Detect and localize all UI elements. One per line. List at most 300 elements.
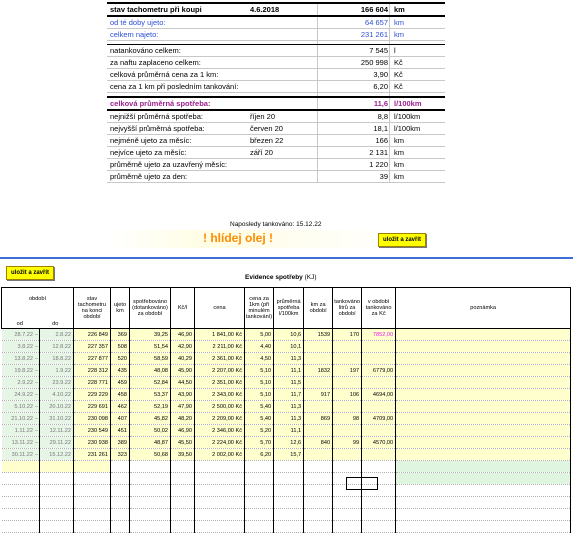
avg-consumption-cell[interactable]: 11,7	[274, 389, 304, 401]
period-dash: –	[34, 367, 38, 374]
empty-cell[interactable]	[274, 521, 304, 533]
fuel-cost-row	[107, 57, 445, 69]
empty-cell[interactable]	[130, 509, 171, 521]
cost-cell[interactable]: 1 841,00 Kč	[195, 329, 245, 341]
cost-cell[interactable]: 2 351,00 Kč	[195, 377, 245, 389]
note-cell[interactable]	[396, 353, 571, 365]
period-from-cell[interactable]	[2, 365, 40, 377]
header-note: poznámka	[396, 288, 571, 329]
period-to-cell[interactable]: 20.10.22	[40, 401, 74, 413]
driven-cell[interactable]: 323	[111, 449, 130, 461]
odometer-cell[interactable]: 229 691	[74, 401, 111, 413]
empty-cell[interactable]	[362, 497, 396, 509]
empty-cell[interactable]	[171, 473, 195, 485]
empty-cell[interactable]	[40, 473, 74, 485]
odometer-cell[interactable]: 230 938	[74, 437, 111, 449]
consumption-stat-row-unit: km	[394, 160, 404, 169]
consumption-stat-row-value: 1 220	[369, 160, 388, 169]
empty-row	[2, 509, 571, 521]
mileage-row	[107, 29, 445, 41]
price-per-liter-cell[interactable]: 45,90	[171, 365, 195, 377]
empty-cell[interactable]	[396, 485, 571, 497]
note-cell[interactable]	[396, 425, 571, 437]
empty-cell[interactable]	[362, 521, 396, 533]
empty-cell[interactable]	[130, 461, 171, 473]
empty-cell[interactable]	[111, 521, 130, 533]
empty-cell[interactable]	[195, 509, 245, 521]
price-per-liter-cell[interactable]: 40,29	[171, 353, 195, 365]
log-header-row	[2, 288, 571, 329]
cost-per-km-cell[interactable]: 5,10	[245, 365, 274, 377]
fuel-period-cell[interactable]	[333, 341, 362, 353]
header-period	[2, 288, 74, 329]
mileage-row-unit: km	[394, 18, 404, 27]
fuel-cell[interactable]: 39,25	[130, 329, 171, 341]
km-period-cell[interactable]: 917	[304, 389, 333, 401]
empty-cell[interactable]	[40, 461, 74, 473]
cost-per-km-cell[interactable]: 4,50	[245, 353, 274, 365]
avg-consumption-cell[interactable]: 11,5	[274, 377, 304, 389]
empty-cell[interactable]	[2, 497, 40, 509]
price-per-liter-cell[interactable]: 45,50	[171, 437, 195, 449]
fuel-cost-row-unit: Kč	[394, 82, 403, 91]
empty-cell[interactable]	[195, 485, 245, 497]
period-from-cell[interactable]	[2, 329, 40, 341]
period-to-cell[interactable]: 31.10.22	[40, 413, 74, 425]
period-to-cell[interactable]: 1.9.22	[40, 365, 74, 377]
period-from-value: 30.11.22	[11, 451, 33, 458]
cost-period-cell[interactable]	[362, 401, 396, 413]
fuel-cell[interactable]: 48,87	[130, 437, 171, 449]
empty-cell[interactable]	[396, 497, 571, 509]
consumption-stat-row-label: nejnižší průměrná spotřeba:	[110, 112, 203, 121]
price-per-liter-cell[interactable]: 47,90	[171, 401, 195, 413]
empty-cell[interactable]	[111, 485, 130, 497]
fuel-cell[interactable]: 53,37	[130, 389, 171, 401]
cost-cell[interactable]: 2 207,00 Kč	[195, 365, 245, 377]
header-cost-period: v období tankováno za Kč	[362, 288, 396, 329]
empty-cell[interactable]	[245, 461, 274, 473]
driven-cell[interactable]: 462	[111, 401, 130, 413]
empty-cell[interactable]	[74, 497, 111, 509]
fuel-period-cell[interactable]	[333, 425, 362, 437]
avg-consumption-cell[interactable]: 10,6	[274, 329, 304, 341]
table-row	[2, 341, 571, 353]
fuel-cell[interactable]: 45,82	[130, 413, 171, 425]
cost-cell[interactable]: 2 343,00 Kč	[195, 389, 245, 401]
km-period-cell[interactable]	[304, 353, 333, 365]
table-row	[2, 425, 571, 437]
empty-cell[interactable]	[333, 461, 362, 473]
note-cell[interactable]	[396, 341, 571, 353]
fuel-period-cell[interactable]	[333, 401, 362, 413]
empty-cell[interactable]	[171, 509, 195, 521]
last-refuel-date: Naposledy tankováno: 15.12.22	[230, 221, 322, 228]
fuel-cost-row-value: 3,90	[373, 70, 388, 79]
empty-cell[interactable]	[195, 461, 245, 473]
odometer-cell[interactable]: 230 098	[74, 413, 111, 425]
fuel-cost-row	[107, 44, 445, 57]
section-divider	[0, 257, 573, 259]
empty-cell[interactable]	[171, 497, 195, 509]
consumption-stat-row-label: průměrně ujeto za uzavřený měsíc:	[110, 160, 228, 169]
empty-cell[interactable]	[74, 521, 111, 533]
fuel-cell[interactable]: 48,08	[130, 365, 171, 377]
note-cell[interactable]	[396, 389, 571, 401]
empty-cell[interactable]	[304, 473, 333, 485]
cost-period-cell[interactable]: 7852,00	[362, 329, 396, 341]
fuel-cost-row-label: za naftu zaplaceno celkem:	[110, 58, 201, 67]
period-from-cell[interactable]	[2, 341, 40, 353]
table-row	[2, 353, 571, 365]
fuel-cell[interactable]: 58,59	[130, 353, 171, 365]
odometer-cell[interactable]: 229 229	[74, 389, 111, 401]
fuel-cell[interactable]: 52,84	[130, 377, 171, 389]
fuel-summary-panel	[107, 2, 445, 183]
table-row	[2, 413, 571, 425]
empty-cell[interactable]	[274, 485, 304, 497]
table-row	[2, 437, 571, 449]
empty-cell[interactable]	[74, 473, 111, 485]
price-per-liter-cell[interactable]: 44,50	[171, 377, 195, 389]
fuel-period-cell[interactable]	[333, 353, 362, 365]
consumption-stat-row	[107, 171, 445, 183]
table-row	[2, 377, 571, 389]
empty-cell[interactable]	[40, 485, 74, 497]
empty-cell[interactable]	[333, 509, 362, 521]
empty-cell[interactable]	[40, 521, 74, 533]
period-dash: –	[34, 415, 38, 422]
period-from-cell[interactable]	[2, 353, 40, 365]
period-to-cell[interactable]: 4.10.22	[40, 389, 74, 401]
note-cell[interactable]	[396, 329, 571, 341]
odometer-cell[interactable]: 230 549	[74, 425, 111, 437]
driven-cell[interactable]: 407	[111, 413, 130, 425]
consumption-stat-row	[107, 111, 445, 123]
empty-cell[interactable]	[195, 497, 245, 509]
cost-per-km-cell[interactable]: 5,10	[245, 377, 274, 389]
consumption-stat-row-unit: km	[394, 136, 404, 145]
header-driven: ujeto km	[111, 288, 130, 329]
fuel-cost-row-label: cena za 1 km při posledním tankování:	[110, 82, 239, 91]
empty-cell[interactable]	[111, 461, 130, 473]
driven-cell[interactable]: 458	[111, 389, 130, 401]
period-from-value: 5.10.22	[14, 403, 33, 410]
fuel-cell[interactable]: 50,68	[130, 449, 171, 461]
empty-row	[2, 521, 571, 533]
note-cell[interactable]	[396, 413, 571, 425]
empty-cell[interactable]	[396, 473, 571, 485]
driven-cell[interactable]: 369	[111, 329, 130, 341]
cost-per-km-cell[interactable]: 6,20	[245, 449, 274, 461]
empty-cell[interactable]	[130, 485, 171, 497]
avg-consumption-cell[interactable]: 11,1	[274, 365, 304, 377]
fuel-period-cell[interactable]	[333, 449, 362, 461]
cost-cell[interactable]: 2 002,00 Kč	[195, 449, 245, 461]
fuel-period-cell[interactable]: 170	[333, 329, 362, 341]
fuel-log-table	[1, 287, 571, 533]
fuel-cell[interactable]: 52,19	[130, 401, 171, 413]
fuel-cost-row	[107, 81, 445, 93]
note-cell[interactable]	[396, 365, 571, 377]
empty-cell[interactable]	[130, 497, 171, 509]
odometer-cell[interactable]: 228 312	[74, 365, 111, 377]
period-to-cell[interactable]: 12.8.22	[40, 341, 74, 353]
fuel-cost-row-value: 7 545	[369, 46, 388, 55]
avg-consumption-value: 11,6	[373, 99, 388, 108]
empty-cell[interactable]	[40, 497, 74, 509]
period-dash: –	[34, 403, 38, 410]
empty-cell[interactable]	[333, 521, 362, 533]
km-period-cell[interactable]: 1539	[304, 329, 333, 341]
cost-period-cell[interactable]: 4709,00	[362, 413, 396, 425]
cost-per-km-cell[interactable]: 4,40	[245, 341, 274, 353]
km-period-cell[interactable]: 1832	[304, 365, 333, 377]
consumption-stat-row-label: nejvyšší průměrná spotřeba:	[110, 124, 205, 133]
empty-cell[interactable]	[195, 521, 245, 533]
avg-consumption-cell[interactable]: 11,1	[274, 425, 304, 437]
driven-cell[interactable]: 520	[111, 353, 130, 365]
empty-cell[interactable]	[130, 521, 171, 533]
cost-period-cell[interactable]	[362, 449, 396, 461]
price-per-liter-cell[interactable]: 46,90	[171, 329, 195, 341]
note-cell[interactable]	[396, 449, 571, 461]
mileage-row-label: celkem najeto:	[110, 30, 159, 39]
period-from-cell[interactable]	[2, 425, 40, 437]
fuel-cost-row-unit: Kč	[394, 70, 403, 79]
period-dash: –	[34, 343, 38, 350]
km-period-cell[interactable]	[304, 341, 333, 353]
note-cell[interactable]	[396, 401, 571, 413]
empty-cell[interactable]	[304, 497, 333, 509]
empty-cell[interactable]	[304, 461, 333, 473]
header-to: do	[52, 321, 59, 327]
fuel-cell[interactable]: 50,02	[130, 425, 171, 437]
empty-cell[interactable]	[274, 497, 304, 509]
header-odometer: stav tachometru na konci období	[74, 288, 111, 329]
cost-per-km-cell[interactable]: 5,00	[245, 329, 274, 341]
cost-cell[interactable]: 2 361,00 Kč	[195, 353, 245, 365]
empty-cell[interactable]	[304, 521, 333, 533]
avg-consumption-row	[107, 96, 445, 111]
cost-period-cell[interactable]: 4694,00	[362, 389, 396, 401]
consumption-stat-row-value: 39	[379, 172, 388, 181]
period-from-value: 24.9.22	[14, 391, 33, 398]
mileage-row-value: 231 261	[360, 30, 388, 39]
empty-cell[interactable]	[74, 509, 111, 521]
driven-cell[interactable]: 389	[111, 437, 130, 449]
km-period-cell[interactable]	[304, 449, 333, 461]
empty-cell[interactable]	[245, 521, 274, 533]
avg-consumption-cell[interactable]: 11,3	[274, 401, 304, 413]
odometer-cell[interactable]: 227 357	[74, 341, 111, 353]
empty-cell[interactable]	[171, 521, 195, 533]
avg-consumption-cell[interactable]: 11,3	[274, 353, 304, 365]
period-dash: –	[34, 355, 38, 362]
period-from-cell[interactable]	[2, 413, 40, 425]
period-to-cell[interactable]: 2.8.22	[40, 329, 74, 341]
consumption-stat-row-value: 8,8	[377, 112, 388, 121]
period-to-cell[interactable]: 18.8.22	[40, 353, 74, 365]
price-per-liter-cell[interactable]: 48,20	[171, 413, 195, 425]
fuel-period-cell[interactable]: 99	[333, 437, 362, 449]
empty-cell[interactable]	[274, 461, 304, 473]
period-from-cell[interactable]	[2, 401, 40, 413]
price-per-liter-cell[interactable]: 46,90	[171, 425, 195, 437]
empty-cell[interactable]	[362, 509, 396, 521]
empty-cell[interactable]	[74, 461, 111, 473]
period-from-cell[interactable]	[2, 449, 40, 461]
odometer-cell[interactable]: 231 261	[74, 449, 111, 461]
fuel-cell[interactable]: 51,54	[130, 341, 171, 353]
note-cell[interactable]	[396, 437, 571, 449]
fuel-period-cell[interactable]: 197	[333, 365, 362, 377]
cost-cell[interactable]: 2 211,00 Kč	[195, 341, 245, 353]
avg-consumption-cell[interactable]: 10,1	[274, 341, 304, 353]
header-price-per-liter: Kč/l	[171, 288, 195, 329]
empty-cell[interactable]	[2, 521, 40, 533]
cost-period-cell[interactable]	[362, 425, 396, 437]
km-period-cell[interactable]	[304, 425, 333, 437]
empty-cell[interactable]	[245, 485, 274, 497]
period-from-value: 19.8.22	[14, 367, 33, 374]
consumption-stat-row-period: září 20	[250, 148, 273, 157]
cost-cell[interactable]: 2 346,00 Kč	[195, 425, 245, 437]
save-and-close-button[interactable]: uložit a zavřít	[6, 266, 54, 280]
consumption-stat-row-period: březen 22	[250, 136, 284, 145]
period-dash: –	[34, 451, 38, 458]
avg-consumption-label: celková průměrná spotřeba:	[110, 99, 211, 108]
empty-cell[interactable]	[274, 473, 304, 485]
driven-cell[interactable]: 435	[111, 365, 130, 377]
period-to-cell[interactable]: 23.9.22	[40, 377, 74, 389]
fuel-cost-row-unit: l	[394, 46, 396, 55]
empty-cell[interactable]	[245, 473, 274, 485]
save-and-close-button[interactable]: uložit a zavřít	[378, 233, 426, 247]
empty-cell[interactable]	[274, 509, 304, 521]
consumption-stat-row-value: 18,1	[373, 124, 388, 133]
empty-cell[interactable]	[111, 497, 130, 509]
cost-per-km-cell[interactable]: 5,40	[245, 401, 274, 413]
table-row	[2, 329, 571, 341]
avg-consumption-cell[interactable]: 15,7	[274, 449, 304, 461]
period-to-cell[interactable]: 15.12.22	[40, 449, 74, 461]
km-period-cell[interactable]	[304, 377, 333, 389]
empty-cell[interactable]	[2, 473, 40, 485]
empty-cell[interactable]	[396, 461, 571, 473]
empty-cell[interactable]	[111, 509, 130, 521]
empty-cell[interactable]	[396, 521, 571, 533]
header-from: od	[16, 321, 23, 327]
mileage-row-unit: km	[394, 30, 404, 39]
cost-per-km-cell[interactable]: 5,10	[245, 389, 274, 401]
empty-cell[interactable]	[304, 509, 333, 521]
period-from-cell[interactable]	[2, 377, 40, 389]
header-period-label: období	[28, 296, 47, 302]
driven-cell[interactable]: 451	[111, 425, 130, 437]
consumption-stat-row	[107, 123, 445, 135]
empty-cell[interactable]	[74, 485, 111, 497]
avg-consumption-cell[interactable]: 11,3	[274, 413, 304, 425]
empty-cell[interactable]	[396, 509, 571, 521]
odometer-cell[interactable]: 228 771	[74, 377, 111, 389]
period-from-value: 28.7.22	[14, 331, 33, 338]
empty-cell[interactable]	[362, 461, 396, 473]
empty-cell[interactable]	[333, 497, 362, 509]
consumption-stat-row-value: 2 131	[369, 148, 388, 157]
price-per-liter-cell[interactable]: 42,90	[171, 341, 195, 353]
fuel-period-cell[interactable]	[333, 377, 362, 389]
selected-cell[interactable]	[346, 477, 378, 490]
consumption-stat-row	[107, 135, 445, 147]
empty-cell[interactable]	[195, 473, 245, 485]
empty-cell[interactable]	[130, 473, 171, 485]
empty-cell[interactable]	[2, 461, 40, 473]
empty-cell[interactable]	[2, 485, 40, 497]
log-title-suffix: (KJ)	[304, 274, 317, 281]
cost-period-cell[interactable]: 4570,00	[362, 437, 396, 449]
header-fuel-period: tankováno litrů za období	[333, 288, 362, 329]
odometer-cell[interactable]: 227 877	[74, 353, 111, 365]
fuel-period-cell[interactable]: 98	[333, 413, 362, 425]
period-from-value: 13.11.22	[11, 439, 33, 446]
consumption-stat-row	[107, 147, 445, 159]
km-period-cell[interactable]: 840	[304, 437, 333, 449]
driven-cell[interactable]: 459	[111, 377, 130, 389]
header-fuel: spotřebováno (dotankováno) za období	[130, 288, 171, 329]
avg-consumption-cell[interactable]: 12,6	[274, 437, 304, 449]
cost-period-cell[interactable]	[362, 377, 396, 389]
cost-per-km-cell[interactable]: 5,40	[245, 413, 274, 425]
consumption-stat-row-unit: l/100km	[394, 124, 421, 133]
period-to-cell[interactable]: 12.11.22	[40, 425, 74, 437]
note-cell[interactable]	[396, 377, 571, 389]
header-km-period: km za období	[304, 288, 333, 329]
cost-period-cell[interactable]	[362, 341, 396, 353]
period-to-cell[interactable]: 29.11.22	[40, 437, 74, 449]
cost-cell[interactable]: 2 224,00 Kč	[195, 437, 245, 449]
cost-cell[interactable]: 2 500,00 Kč	[195, 401, 245, 413]
km-period-cell[interactable]: 869	[304, 413, 333, 425]
cost-period-cell[interactable]: 6779,00	[362, 365, 396, 377]
empty-cell[interactable]	[245, 509, 274, 521]
consumption-stat-row-label: průměrně ujeto za den:	[110, 172, 188, 181]
empty-cell[interactable]	[2, 509, 40, 521]
cost-per-km-cell[interactable]: 5,70	[245, 437, 274, 449]
empty-cell[interactable]	[171, 485, 195, 497]
consumption-stat-row	[107, 159, 445, 171]
empty-cell[interactable]	[40, 509, 74, 521]
empty-cell[interactable]	[304, 485, 333, 497]
cost-cell[interactable]: 2 209,00 Kč	[195, 413, 245, 425]
empty-cell[interactable]	[111, 473, 130, 485]
consumption-stat-row-label: nejméně ujeto za měsíc:	[110, 136, 192, 145]
driven-cell[interactable]: 508	[111, 341, 130, 353]
fuel-period-cell[interactable]: 106	[333, 389, 362, 401]
empty-cell[interactable]	[171, 461, 195, 473]
price-per-liter-cell[interactable]: 43,90	[171, 389, 195, 401]
price-per-liter-cell[interactable]: 39,50	[171, 449, 195, 461]
cost-per-km-cell[interactable]: 5,20	[245, 425, 274, 437]
period-from-cell[interactable]	[2, 437, 40, 449]
period-from-cell[interactable]	[2, 389, 40, 401]
empty-row	[2, 485, 571, 497]
cost-period-cell[interactable]	[362, 353, 396, 365]
empty-cell[interactable]	[245, 497, 274, 509]
km-period-cell[interactable]	[304, 401, 333, 413]
period-dash: –	[34, 427, 38, 434]
odometer-cell[interactable]: 226 849	[74, 329, 111, 341]
